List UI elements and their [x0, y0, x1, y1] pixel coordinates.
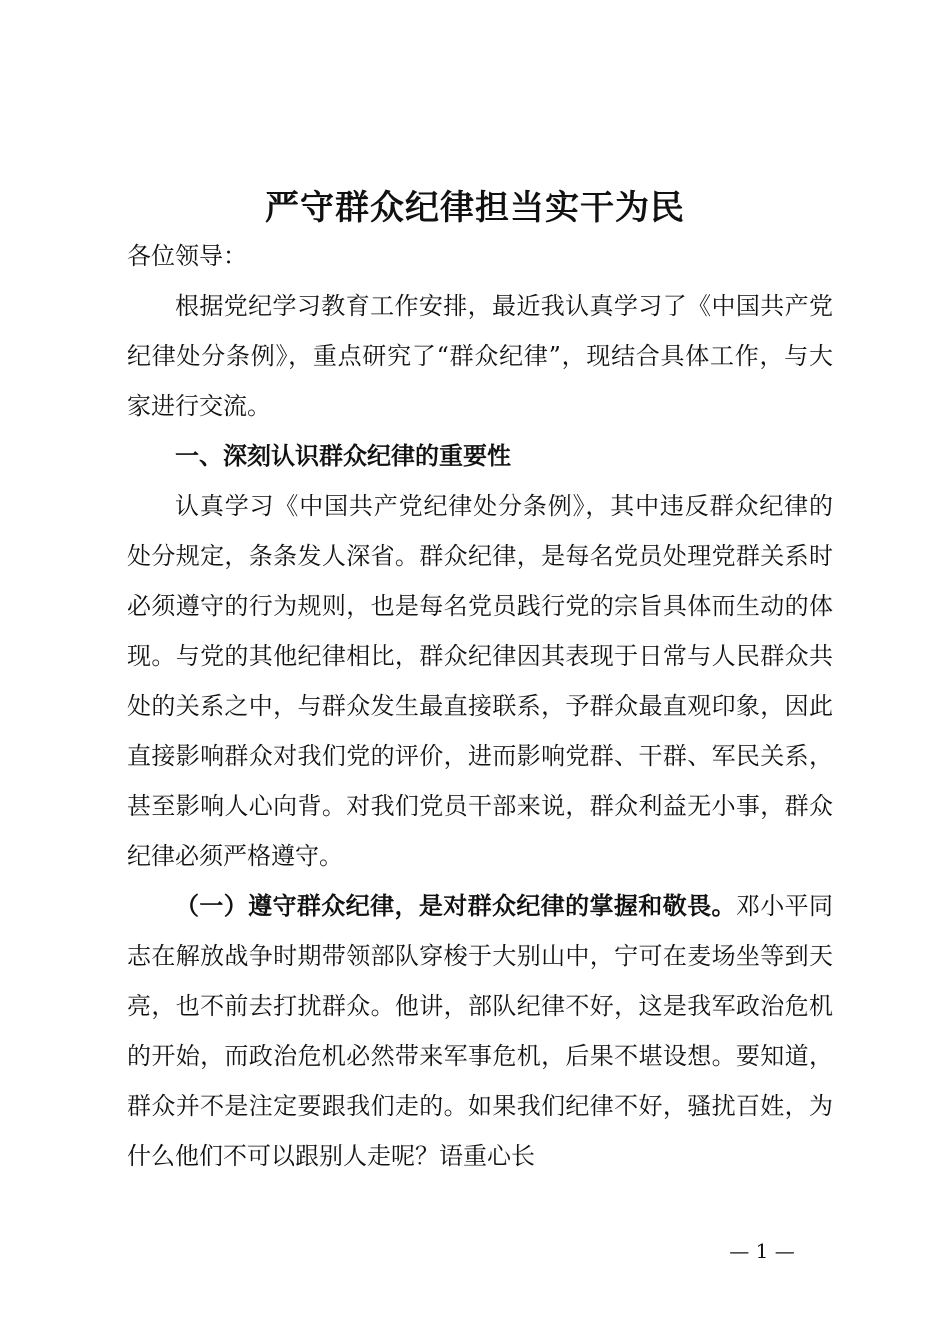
subsection-1-text: 邓小平同志在解放战争时期带领部队穿梭于大别山中，宁可在麦场坐等到天亮，也不前去打扰群众。他讲，部队纪律不好，这是我军政治危机的开始，而政治危机必然带来军事危机，后果不堪设想。要知道，群众并不是注定要跟我们走的。如果我们纪律不好，骚扰百姓，为什么他们不可以跟别人走呢？语重心长: [127, 892, 834, 1170]
page-number: — 1 —: [729, 1239, 795, 1263]
subsection-heading-1: （一）遵守群众纪律，是对群众纪律的掌握和敬畏。: [175, 892, 736, 920]
salutation: 各位领导：: [127, 242, 247, 270]
subsection-1-paragraph: [127, 881, 833, 1181]
section-heading-1: 一、深刻认识群众纪律的重要性: [175, 442, 511, 470]
document-body: [127, 231, 833, 1181]
section-1-paragraph: 认真学习《中国共产党纪律处分条例》，其中违反群众纪律的处分规定，条条发人深省。群众纪律，是每名党员处理党群关系时必须遵守的行为规则，也是每名党员践行党的宗旨具体而生动的体现。与党的其他纪律相比，群众纪律因其表现于日常与人民群众共处的关系之中，与群众发生最直接联系，予群众最直观印象，因此直接影响群众对我们党的评价，进而影响党群、干群、军民关系，甚至影响人心向背。对我们党员干部来说，群众利益无小事，群众纪律必须严格遵守。: [127, 492, 833, 870]
intro-paragraph: 根据党纪学习教育工作安排，最近我认真学习了《中国共产党纪律处分条例》，重点研究了“群众纪律”，现结合具体工作，与大家进行交流。: [127, 292, 833, 420]
document-title: 严守群众纪律担当实干为民: [265, 188, 685, 228]
